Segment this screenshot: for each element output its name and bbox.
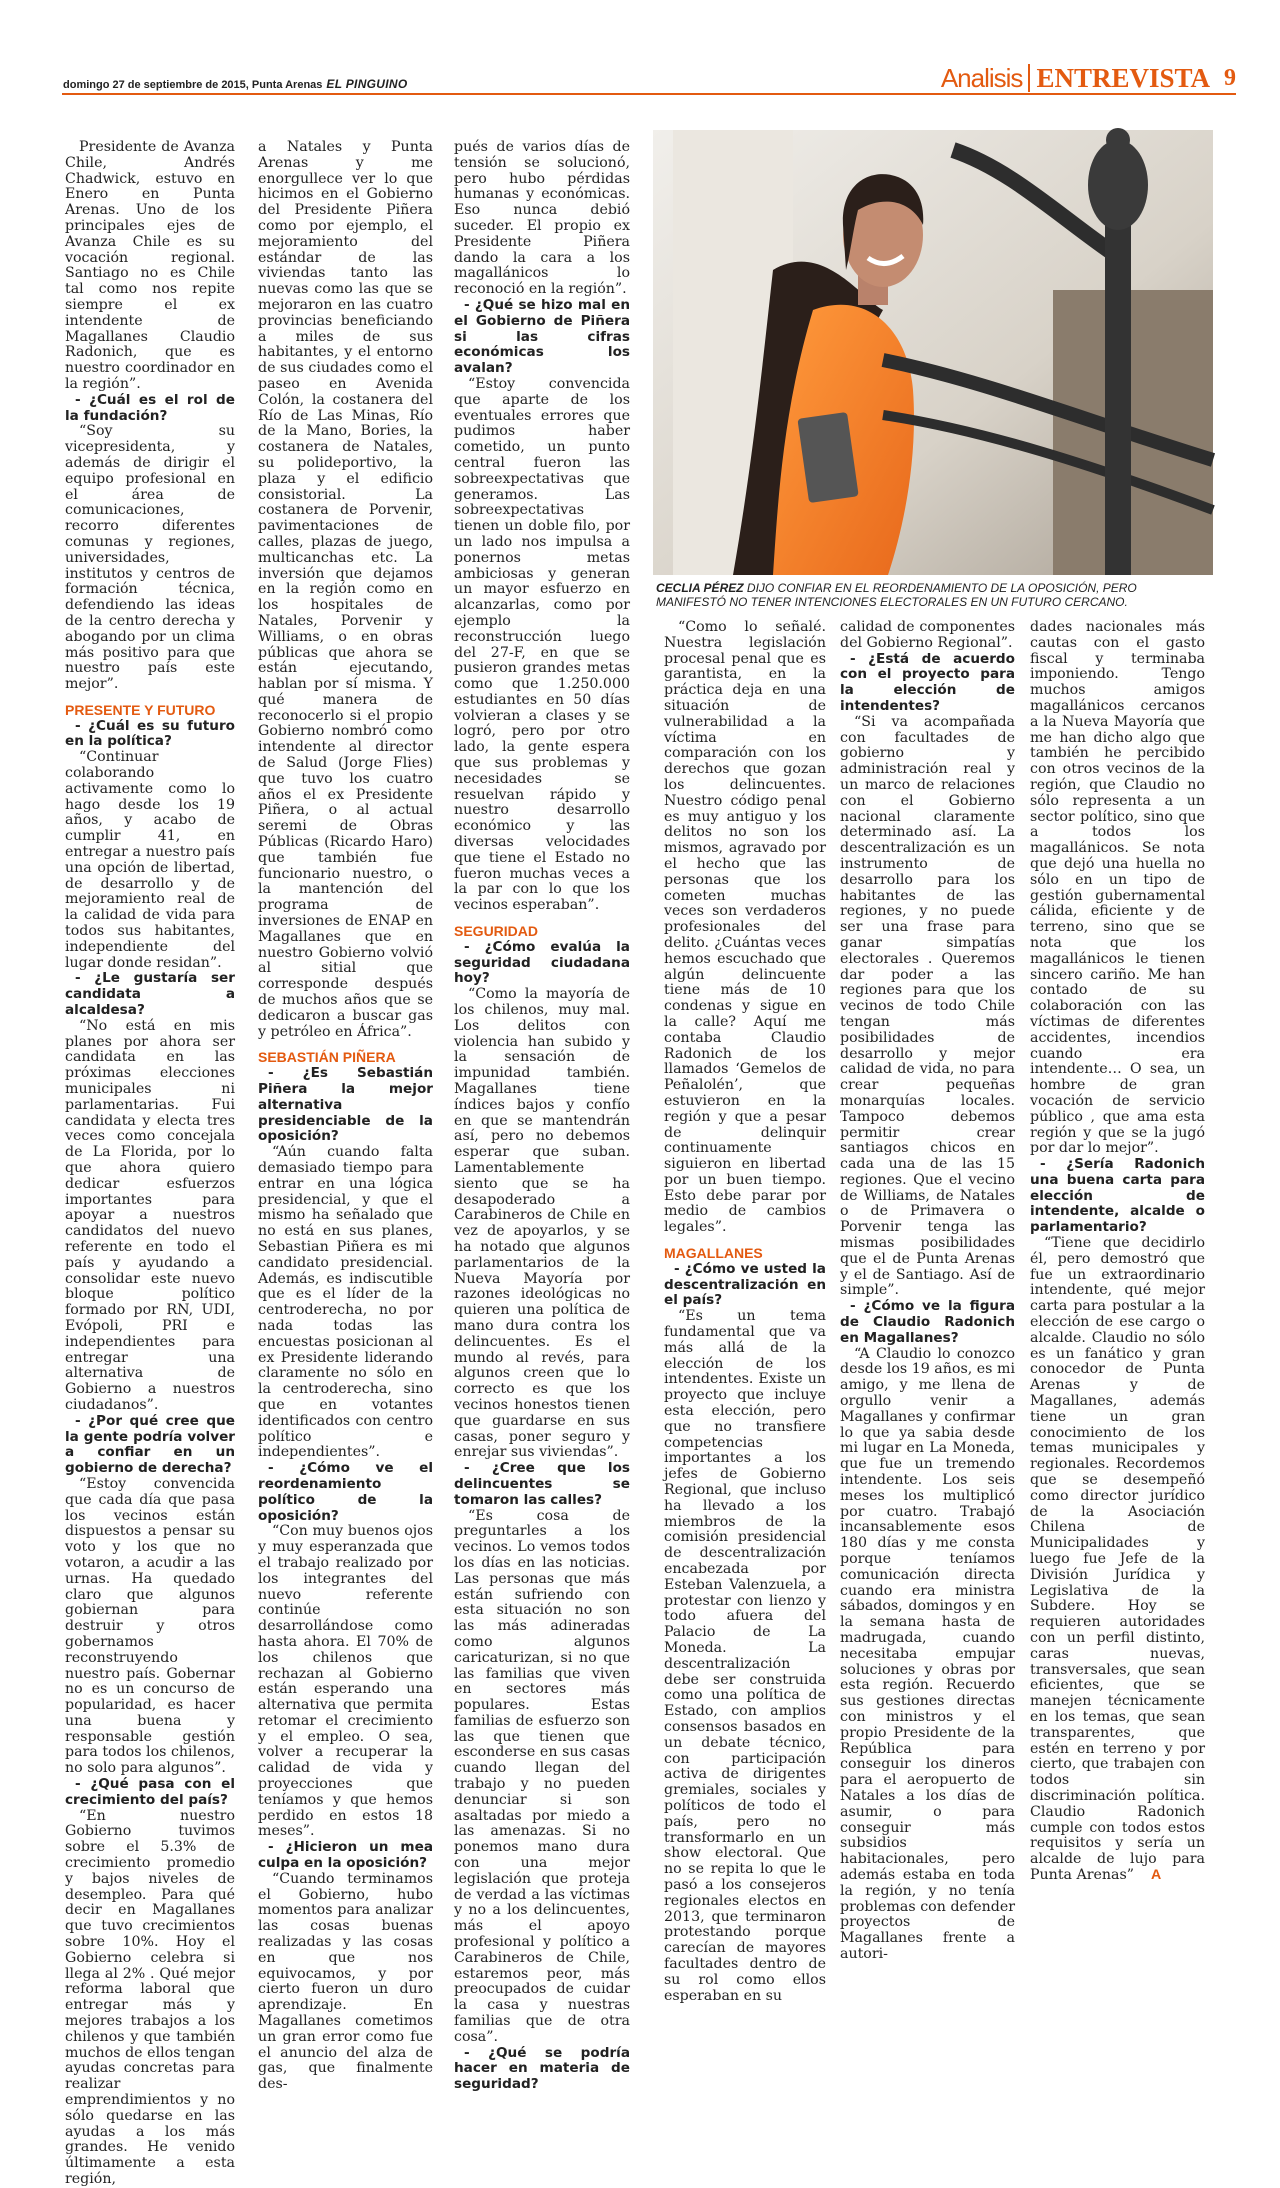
paragraph: “Con muy buenos ojos y muy esperanzada que el trabajo realizado por los integrantes del nuevo referente continúe desarrollándose como hasta ahora. El 70% de los chilenos que rechazan al Gobierno están esperando una alternativa que permita retomar el crecimiento y el empleo. O sea, volver a recuperar la calidad de vida y proyecciones que teníamos y que hemos perdido en estos 18 meses”. — [258, 1523, 433, 1840]
paragraph: “Si va acompañada con facultades de gobierno y administración real y un marco de relaciones con el Gobierno nacional claramente determinado así. La descentralización es un instrumento de desarrollo para los habitantes de las regiones, y no puede ser una frase para ganar simpatías electorales . Queremos dar poder a las regiones para que los vecinos de todo Chile tengan más posibilidades de desarrollo y mejor calidad de vida, no para crear pequeñas monarquías locales. Tampoco debemos permitir crear santiagos chicos en cada una de las 15 regiones. Que el vecino de Williams, de Natales o de Primavera o Porvenir tenga las mismas posibilidades que el de Punta Arenas y el de Santiago. Así de simple”. — [840, 713, 1015, 1299]
interview-question: - ¿Cómo ve la figura de Claudio Radonich en Magallanes? — [840, 1298, 1015, 1346]
paragraph: “Estoy convencida que cada día que pasa los vecinos están dispuestos a pensar su voto y los que no votaron, a acudir a las urnas. Ha quedado claro que algunos gobiernan para destruir y otros gobernamos reconstruyendo nuestro país. Gobernar no es un concurso de popularidad, es hacer una buena y responsable gestión para todos los chilenos, no solo para algunos”. — [65, 1475, 235, 1777]
interview-question: - ¿Por qué cree que la gente podría volver a confiar en un gobierno de derecha? — [65, 1412, 235, 1477]
paragraph: dades nacionales más cautas con el gasto fiscal y terminaba imponiendo. Tengo muchos amigos magallánicos cercanos a la Nueva Mayoría que me han dicho algo que también he percibido con otros vecinos de la región, que Claudio no sólo representa a un sector político, sino que a todos los magallánicos. Se nota que dejó una huella no sólo en un tipo de gestión gubernamental cálida, eficiente y de terreno, sino que se nota que los magallánicos le tienen sincero cariño. Me han contado de su colaboración con las víctimas de diferentes accidentes, incendios cuando era intendente… O sea, un hombre de gran vocación de servicio público , que ama esta región y que se la jugó por dar lo mejor”. — [1030, 619, 1205, 1157]
paragraph: “Como lo señalé. Nuestra legislación procesal penal que es garantista, en la práctica deja en una situación de vulnerabilidad a la víctima en comparación con los derechos que gozan los delincuentes. Nuestro código penal es muy antiguo y los delitos no son los mismos, agravado por el hecho que las personas que los cometen muchas veces son verdaderos profesionales del delito. ¿Cuántas veces hemos escuchado que algún delincuente tiene más de 10 condenas y sigue en la calle? Aquí me contaba Claudio Radonich de los llamados ‘Gemelos de Peñalolén’, que estuvieron en la región y que a pesar de delinquir continuamente siguieron en libertad por un buen tiempo. Esto debe parar por medio de cambios legales”. — [664, 619, 826, 1236]
portrait-illustration — [653, 130, 1213, 575]
paragraph: “No está en mis planes por ahora ser candidata en las próximas elecciones municipales ni parlamentarias. Fui candidata y electa tres veces como concejala de La Florida, por lo que ahora quiero dedicar esfuerzos importantes para apoyar a nuestros candidatos del nuevo referente en todo el país y ayudando a consolidar este nuevo bloque político formado por RN, UDI, Evópoli, PRI e independientes para entregar una alternativa de Gobierno a nuestros ciudadanos”. — [65, 1017, 235, 1413]
paragraph: a Natales y Punta Arenas y me enorgullece ver lo que hicimos en el Gobierno del Presidente Piñera como por ejemplo, el mejoramiento del estándar de las viviendas tanto las nuevas como las que se mejoraron en las cuatro provincias beneficiando a miles de sus habitantes, y el entorno de sus ciudades como el paseo en Avenida Colón, la costanera del Río de Las Minas, Río de la Mano, Bories, la costanera de Natales, su polideportivo, la plaza y el edificio consistorial. La costanera de Porvenir, pavimentaciones de calles, plazas de juego, multicanchas etc. La inversión que dejamos en la región como en los hospitales de Natales, Porvenir y Williams, o en obras públicas que ahora se están ejecutando, hablan por sí misma. Y qué manera de reconocerlo si el propio Gobierno nombró como intendente al director de Salud (Jorge Flies) que tuvo los cuatro años el ex Presidente Piñera, o al actual seremi de Obras Públicas (Ricardo Haro) que también fue funcionario nuestro, o la mantención del programa de inversiones de ENAP en Magallanes que en nuestro Gobierno volvió al sitial que corresponde después de muchos años que se dedicaron a buscar gas y petróleo en África”. — [258, 139, 433, 1040]
interview-question: - ¿Cómo ve usted la descentralización en el país? — [664, 1260, 826, 1309]
paragraph: calidad de componentes del Gobierno Regional”. — [840, 619, 1015, 651]
interview-question: - ¿Sería Radonich una buena carta para elección de intendente, alcalde o parlamentario? — [1030, 1156, 1205, 1236]
interview-question: - ¿Está de acuerdo con el proyecto para la elección de intendentes? — [840, 650, 1015, 714]
page-number: 9 — [1224, 65, 1236, 91]
interview-question: - ¿Qué se hizo mal en el Gobierno de Piñera si las cifras económicas los avalan? — [454, 296, 630, 377]
interview-question: - ¿Cuál es el rol de la fundación? — [65, 391, 235, 424]
paragraph: Presidente de Avanza Chile, Andrés Chadwick, estuvo en Enero en Punta Arenas. Uno de los principales ejes de Avanza Chile es su vocación regional. Santiago no es Chile tal como nos repite siempre el ex intendente de Magallanes Claudio Radonich, que es nuestro coordinador en la región”. — [65, 139, 235, 392]
paragraph: “Estoy convencida que aparte de los eventuales errores que pudimos haber cometido, un punto central fueron las sobreexpectativas que generamos. Las sobreexpectativas tienen un doble filo, por un lado nos impulsa a ponernos metas ambiciosas y generan un mayor esfuerzo en alcanzarlas, como por ejemplo la reconstrucción luego del 27-F, en que se pusieron grandes metas como que 1.250.000 estudiantes en 50 días volvieran a clases y se logró, pero por otro lado, la gente espera que sus problemas y necesidades se resuelvan rápido y nuestro desarrollo económico y las diversas velocidades que tiene el Estado no fueron muchas veces a la par con lo que los vecinos esperaban”. — [454, 375, 630, 914]
paragraph: “En nuestro Gobierno tuvimos sobre el 5.3% de crecimiento promedio y bajos niveles de desempleo. Para qué decir en Magallanes que tuvo crecimientos sobre 10%. Hoy el Gobierno celebra si llega al 2% . Qué mejor reforma laboral que entregar más y mejores trabajos a los chilenos y que también muchos de ellos tengan ayudas concretas para realizar emprendimientos y no sólo quedarse en las ayudas a los más grandes. He venido últimamente a esta región, — [65, 1807, 235, 2187]
article-column-6 — [1030, 619, 1205, 1883]
article-column-2 — [258, 139, 433, 2093]
caption-text: DIJO CONFIAR EN EL REORDENAMIENTO DE LA OPOSICIÓN, PERO MANIFESTÓ NO TENER INTENCIONES ELECTORALES EN UN FUTURO CERCANO. — [656, 581, 1137, 609]
interview-question: - ¿Es Sebastián Piñera la mejor alternativa presidenciable de la oposición? — [258, 1065, 433, 1145]
section-subheading: SEBASTIÁN PIÑERA — [258, 1049, 396, 1066]
portrait-photo — [653, 130, 1213, 575]
interview-question: - ¿Qué pasa con el crecimiento del país? — [65, 1776, 235, 1808]
interview-question: - ¿Cree que los delincuentes se tomaron las calles? — [454, 1460, 630, 1508]
paragraph: “Es cosa de preguntarles a los vecinos. Lo vemos todos los días en las noticias. Las personas que más están sufriendo con esta situación no son las más adineradas como algunos caricaturizan, si no que las familias que viven en sectores más populares. Estas familias de esfuerzo son las que tienen que esconderse en sus casas cuando llegan del trabajo y no pueden denunciar si son asaltadas por miedo a las amenazas. Si no ponemos mano dura con una mejor legislación que proteja de verdad a las víctimas y no a los delincuentes, más el apoyo profesional y político a Carabineros de Chile, estaremos peor, más preocupados de cuidar la casa y nuestras familias que de otra cosa”. — [454, 1507, 630, 2045]
paragraph: “A Claudio lo conozco desde los 19 años, es mi amigo, y me llena de orgullo venir a Magallanes y confirmar lo que ya sabia desde mi lugar en La Moneda, que fue un tremendo intendente. Los seis meses los multiplicó por cuatro. Trabajó incansablemente esos 180 días y me consta porque teníamos comunicación directa cuando era ministra sábados, domingos y en la semana hasta de madrugada, cuando necesitaba empujar soluciones y obras por esta región. Recuerdo sus gestiones directas con ministros y el propio Presidente de la República para conseguir los dineros para el aeropuerto de Natales a los días de asumir, o para conseguir más subsidios habitacionales, pero además estaba en toda la región, y no tenía problemas con defender proyectos de Magallanes frente a autori- — [840, 1345, 1015, 1962]
paragraph: “Soy su vicepresidenta, y además de dirigir el equipo profesional en el área de comunicaciones, recorro diferentes comunas y regiones, universidades, institutos y centros de formación técnica, defendiendo las ideas de la centro derecha y abogando por un clima más positivo para que nuestro país este mejor”. — [65, 423, 235, 693]
section-header — [941, 64, 1236, 92]
paragraph: “Aún cuando falta demasiado tiempo para entrar en una lógica presidencial, y que el mismo ha señalado que no está en sus planes, Sebastian Piñera es mi candidato presidencial. Además, es indiscutible que es el líder de la centroderecha, no por nada todas las encuestas posicionan al ex Presidente liderando claramente no sólo en la centroderecha, sino que en votantes identificados con centro político e independientes”. — [258, 1144, 433, 1461]
interview-question: - ¿Hicieron un mea culpa en la oposición? — [258, 1839, 433, 1872]
interview-question: - ¿Qué se podría hacer en materia de seguridad? — [454, 2044, 630, 2093]
paragraph: “Continuar colaborando activamente como lo hago desde los 19 años, y acabo de cumplir 41, en entregar a nuestro país una opción de libertad, de desarrollo y de mejoramiento real de la calidad de vida para todos sus habitantes, independiente del lugar donde residan”. — [65, 749, 235, 971]
section-subheading: MAGALLANES — [664, 1245, 763, 1262]
date-line: domingo 27 de septiembre de 2015, Punta Arenas — [63, 79, 323, 91]
article-column-3 — [454, 139, 630, 2093]
section-analisis: Analisis — [940, 63, 1023, 93]
header-rule — [62, 93, 1236, 95]
interview-question: - ¿Cómo ve el reordenamiento político de la oposición? — [258, 1460, 433, 1524]
section-subheading: PRESENTE Y FUTURO — [65, 701, 216, 718]
photo-caption — [656, 581, 1196, 609]
header-dateline — [63, 77, 408, 91]
paragraph: “Como la mayoría de los chilenos, muy mal. Los delitos con violencia han subido y la sensación de impunidad también. Magallanes tiene índices bajos y confío en que se mantendrán así, pero no debemos esperar que suban. Lamentablemente siento que se ha desapoderado a Carabineros de Chile en vez de apoyarlos, y se ha notado que algunos parlamentarios de la Nueva Mayoría por razones ideológicas no quieren una política de mano dura contra los delincuentes. Es el mundo al revés, para algunos creen que lo correcto es que los vecinos honestos tienen que guardarse en sus casas, poner seguro y enrejar sus viviendas”. — [454, 986, 630, 1461]
paragraph: “Es un tema fundamental que va más allá de la elección de los intendentes. Existe un proyecto que incluye esta elección, pero que no transfiere competencias importantes a los jefes de Gobierno Regional, que incluso ha llevado a los miembros de la comisión presidencial de descentralización encabezada por Esteban Valenzuela, a protestar con lienzo y todo afuera del Palacio de La Moneda. La descentralización debe ser construida como una política de Estado, con amplios consensos basados en un debate técnico, con participación activa de dirigentes gremiales, sociales y políticos de todo el país, pero no transformarlo en un show electoral. Que no se repita lo que le pasó a los consejeros regionales electos en 2013, que terminaron protestando porque carecían de mayores facultades dentro de su rol como ellos esperaban en su — [664, 1308, 826, 2004]
interview-question: - ¿Cómo evalúa la seguridad ciudadana hoy? — [454, 938, 630, 987]
caption-name: CECLIA PÉREZ — [656, 581, 744, 595]
interview-question: - ¿Cuál es su futuro en la política? — [65, 717, 235, 750]
publication-name: EL PINGUINO — [326, 77, 408, 91]
section-entrevista: ENTREVISTA — [1028, 64, 1210, 92]
end-mark: A — [1151, 1866, 1162, 1883]
article-column-4 — [664, 619, 826, 2004]
interview-question: - ¿Le gustaría ser candidata a alcaldesa? — [65, 970, 235, 1019]
paragraph: “Cuando terminamos el Gobierno, hubo momentos para analizar las cosas buenas realizadas y las cosas en que nos equivocamos, y por cierto fueron un duro aprendizaje. En Magallanes cometimos un gran error como fue el anuncio del alza de gas, que finalmente des- — [258, 1870, 433, 2093]
article-column-5 — [840, 619, 1015, 1962]
article-column-1 — [65, 139, 235, 2187]
paragraph: “Tiene que decidirlo él, pero demostró que fue un extraordinario intendente, qué mejor carta para postular a la elección de ese cargo o alcalde. Claudio no sólo es un fanático y gran conocedor de Punta Arenas y de Magallanes, además tiene un gran conocimiento de los temas municipales y regionales. Recordemos que se desempeñó como director jurídico de la Asociación Chilena de Municipalidades y luego fue Jefe de la División Jurídica y Legislativa de la Subdere. Hoy se requieren autoridades con un perfil distinto, caras nuevas, transversales, que sean eficientes, que se manejen técnicamente en los temas, que sean transparentes, que estén en terreno y por cierto, que trabajen con todos sin discriminación política. Claudio Radonich cumple con todos estos requisitos y sería un alcalde de lujo para Punta Arenas” A — [1030, 1235, 1205, 1883]
paragraph: pués de varios días de tensión se solucionó, pero hubo pérdidas humanas y económicas. Eso nunca debió suceder. El propio ex Presidente Piñera dando la cara a los magallánicos lo reconoció en la región”. — [454, 139, 630, 298]
section-subheading: SEGURIDAD — [454, 923, 539, 940]
